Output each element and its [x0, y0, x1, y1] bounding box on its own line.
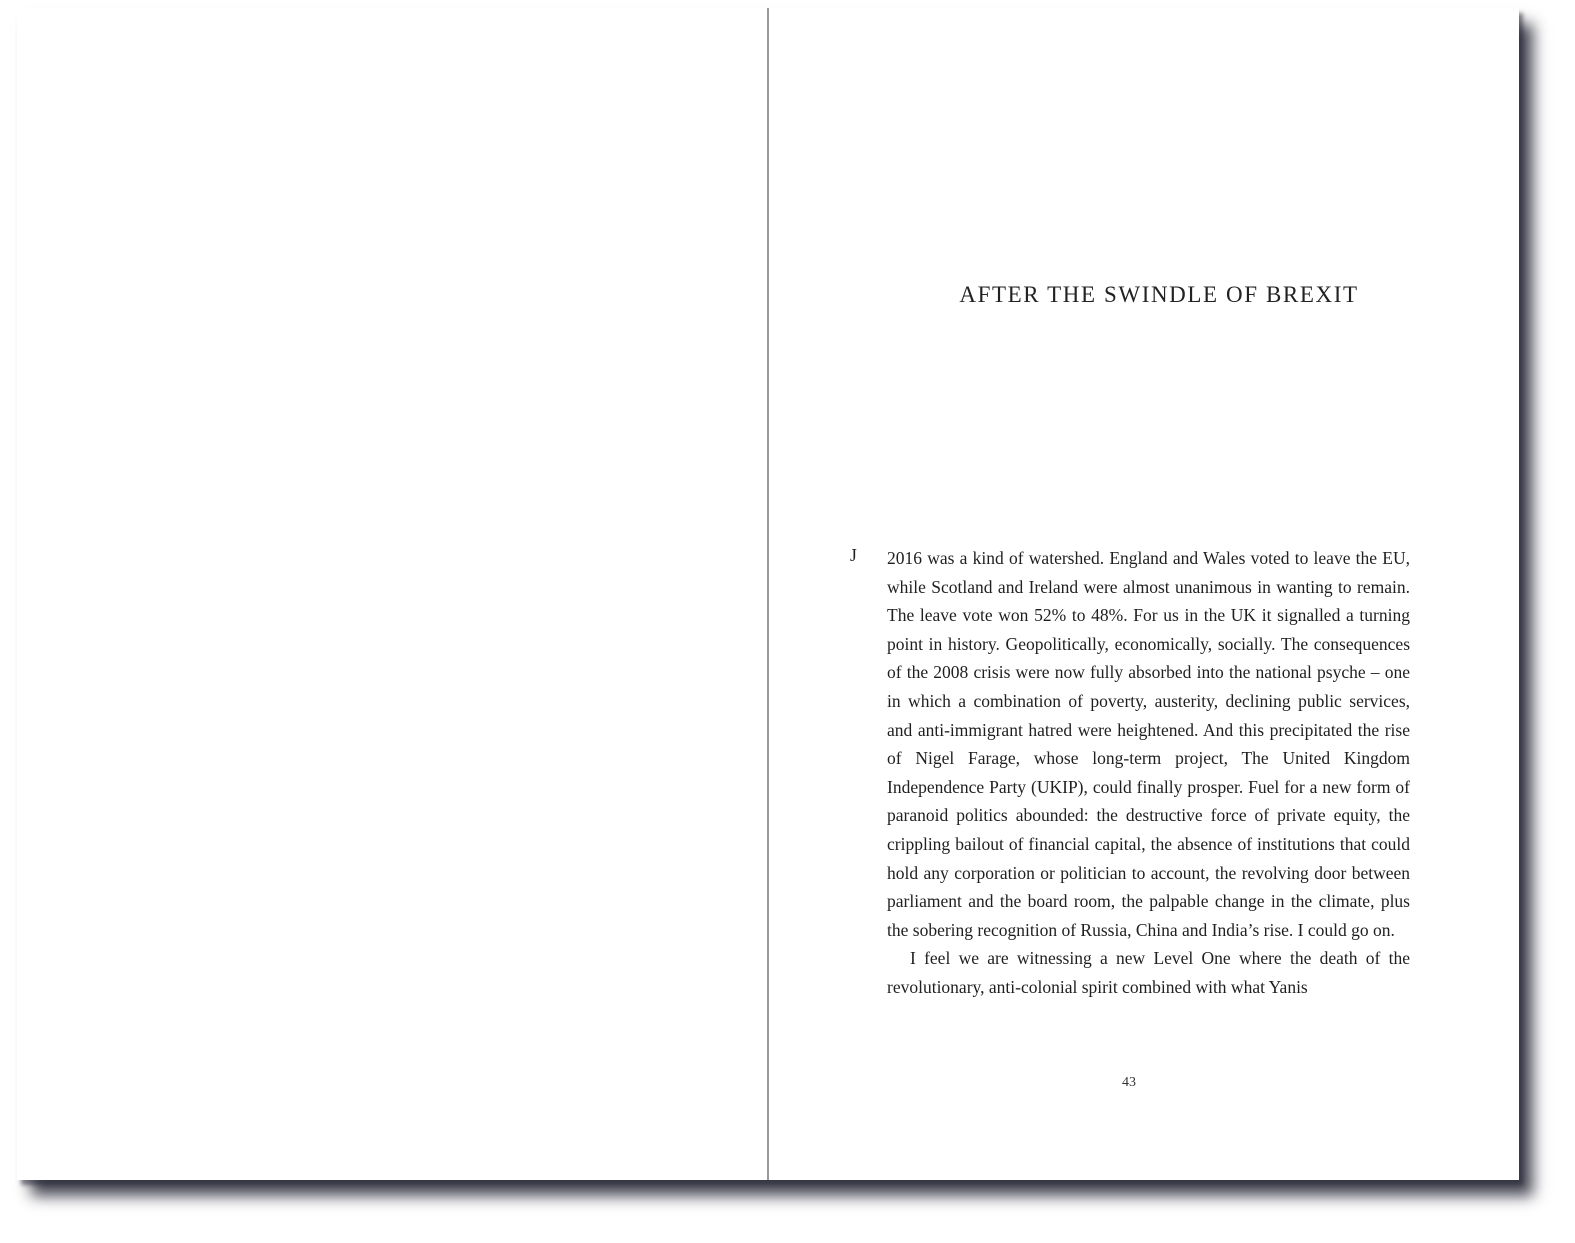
chapter-title: AFTER THE SWINDLE OF BREXIT [959, 282, 1359, 307]
paragraph: I feel we are witnessing a new Level One where the death of the revolutionary, anti-colonial spirit combined with what Yanis [887, 948, 1410, 997]
left-page [17, 8, 767, 1180]
speaker-initial: J [850, 545, 857, 565]
book-spread [17, 8, 1519, 1180]
paragraph: 2016 was a kind of watershed. England and Wales voted to leave the EU, while Scotland and Ireland were almost unanimous in wanting to remain. The leave vote won 52% to 48%. For us in the UK it signalled a turning point in history. Geopolitically, economically, socially. The consequences of the 2008 crisis were now fully absorbed into the national psyche – one in which a combination of poverty, austerity, declining public services, and anti-immigrant hatred were heightened. And this precipitated the rise of Nigel Farage, whose long-term project, The United Kingdom Independence Party (UKIP), could finally prosper. Fuel for a new form of paranoid politics abounded: the destructive force of private equity, the crippling bailout of financial capital, the absence of institutions that could hold any corporation or politician to account, the revolving door between parliament and the board room, the palpable change in the climate, plus the sobering recognition of Russia, China and India’s rise. I could go on. [887, 548, 1410, 940]
page-number: 43 [1122, 1075, 1136, 1090]
right-page [769, 8, 1519, 1180]
body-text [887, 544, 1410, 1002]
